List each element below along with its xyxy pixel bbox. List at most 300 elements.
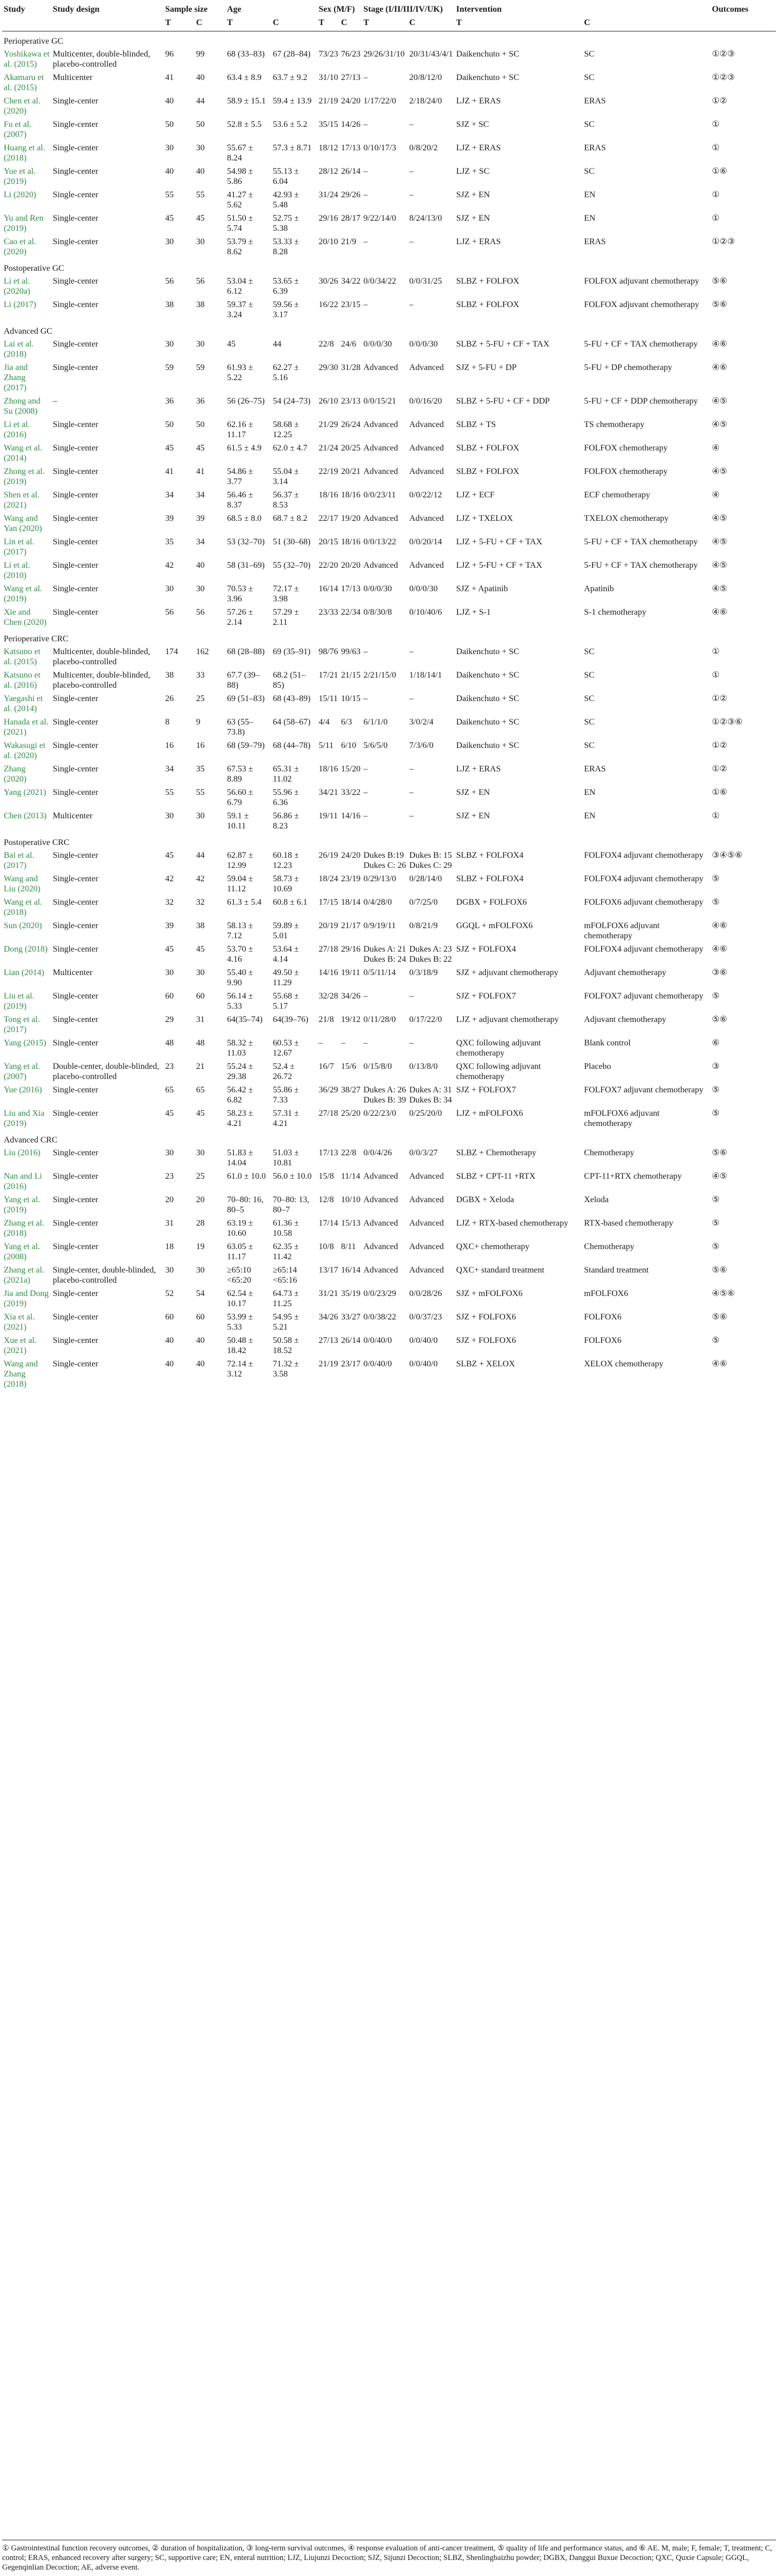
study-cell[interactable]: Yue (2016) — [4, 1085, 42, 1094]
stage-t-cell: Advanced — [363, 561, 398, 570]
age-t-cell: 59.1 ± 10.11 — [227, 811, 249, 831]
outcomes-cell: ① — [712, 811, 720, 820]
sex-c-cell: 26/14 — [341, 1336, 361, 1345]
design-cell: Single-center — [53, 363, 99, 372]
intervention-c-cell: 5-FU + CF + TAX chemotherapy — [584, 561, 698, 570]
age-t-cell: 70–80: 16, 80–5 — [227, 1195, 264, 1214]
design-cell: Multicenter — [53, 73, 93, 82]
design-cell: Single-center — [53, 788, 99, 797]
age-t-cell: 67.7 (39–88) — [227, 671, 260, 690]
stage-c-cell: 0/0/22/12 — [409, 490, 442, 500]
sex-c-cell: 20/21 — [341, 467, 361, 476]
study-cell[interactable]: Wang and Liu (2020) — [4, 874, 40, 893]
design-cell: Single-center — [53, 694, 99, 703]
outcomes-cell: ④⑤ — [712, 1172, 727, 1181]
study-cell[interactable]: Yaegashi et al. (2014) — [4, 694, 43, 713]
stage-t-cell: 0/22/23/0 — [363, 1109, 396, 1118]
stage-t-cell: – — [363, 167, 368, 176]
study-cell[interactable]: Chen et al. (2020) — [4, 96, 40, 116]
sex-t-cell: 29/16 — [319, 214, 338, 223]
intervention-t-cell: QXC+ chemotherapy — [456, 1242, 530, 1251]
age-t-cell: 54.86 ± 3.77 — [227, 467, 253, 486]
design-cell: Single-center — [53, 1242, 99, 1251]
study-cell[interactable]: Yang (2021) — [4, 788, 46, 797]
table-row — [2, 989, 776, 1013]
sample-c-cell: 45 — [196, 945, 205, 954]
age-c-cell: 55.86 ± 7.33 — [273, 1085, 299, 1105]
stage-t-cell: 0/0/4/26 — [363, 1148, 392, 1157]
study-cell[interactable]: Wakasugi et al. (2020) — [4, 741, 46, 760]
sample-t-cell: 42 — [165, 874, 174, 883]
sample-t-cell: 60 — [165, 992, 174, 1001]
stage-c-cell: 20/31/43/4/1 — [409, 50, 453, 59]
age-c-cell: 42.93 ± 5.48 — [273, 190, 299, 210]
stage-c-cell: 3/0/2/4 — [409, 718, 434, 727]
section-title: Postoperative GC — [4, 264, 64, 273]
intervention-c-cell: FOLFOX6 — [584, 1336, 622, 1345]
age-t-cell: 58.32 ± 11.03 — [227, 1039, 253, 1058]
sex-c-cell: 29/26 — [341, 190, 361, 199]
study-cell[interactable]: Cao et al. (2020) — [4, 237, 36, 256]
stage-c-cell: Dukes A: 31 Dukes B: 34 — [409, 1085, 452, 1105]
outcomes-cell: ①② — [712, 764, 727, 774]
stage-c-cell: 0/28/14/0 — [409, 874, 442, 883]
intervention-t-cell: LJZ + ERAS — [456, 237, 501, 246]
sample-t-cell: 56 — [165, 277, 174, 286]
intervention-t-cell: LJZ + ERAS — [456, 764, 501, 774]
design-cell: Multicenter, double-blinded, placebo-controlled — [53, 50, 150, 69]
sex-t-cell: 17/15 — [319, 898, 338, 907]
study-cell[interactable]: Akamaru et al. (2015) — [4, 73, 44, 92]
age-t-cell: 56 (26–75) — [227, 397, 265, 406]
stage-t-cell: Advanced — [363, 1219, 398, 1228]
stage-c-cell: Advanced — [409, 1266, 444, 1275]
study-cell[interactable]: Lian (2014) — [4, 968, 44, 977]
sample-c-cell: 40 — [196, 561, 205, 570]
age-c-cell: 55.13 ± 6.04 — [273, 167, 299, 186]
table-footnote: ① Gastrointestinal function recovery outcomes, ② duration of hospitalization, ③ long-term survival outcomes, ④ response evaluation of anti-cancer treatment, ⑤ quality of life and performance status, and ⑥ AE. M, male; F, female; T, treatment; C, control; ERAS, enhanced recovery after surgery; SC, supportive care; EN, enteral nutrition; LJZ, Liujunzi Decoction; SJZ, Sijunzi Decoction; SLBZ, Shenlingbaizhu powder; DGBX, Danggui Buxue Decoction; QXC, Quxie Capsule; GGQL, Gegenqinlian Decoction; AE, adverse event. — [2, 2540, 776, 2572]
age-t-cell: 72.14 ± 3.12 — [227, 1359, 253, 1379]
sample-t-cell: 40 — [165, 167, 174, 176]
section-title: Advanced GC — [4, 327, 53, 336]
study-cell[interactable]: Liu and Xia (2019) — [4, 1109, 45, 1128]
intervention-t-cell: SJZ + EN — [456, 811, 490, 820]
sex-t-cell: 30/26 — [319, 277, 338, 286]
stage-t-cell: – — [363, 764, 368, 774]
age-c-cell: 55.96 ± 6.36 — [273, 788, 299, 807]
sample-c-cell: 56 — [196, 608, 205, 617]
study-cell[interactable]: Zhong and Su (2008) — [4, 397, 40, 416]
sex-c-cell: 15/6 — [341, 1062, 356, 1071]
sex-t-cell: 17/21 — [319, 671, 338, 680]
sample-c-cell: 16 — [196, 741, 205, 750]
sex-t-cell: 26/10 — [319, 397, 338, 406]
stage-c-cell: Advanced — [409, 363, 444, 372]
intervention-c-cell: mFOLFOX6 adjuvant chemotherapy — [584, 1109, 660, 1128]
age-c-cell: 51.03 ± 10.81 — [273, 1148, 299, 1168]
intervention-t-cell: LJZ + SC — [456, 167, 490, 176]
outcomes-cell: ④⑤ — [712, 467, 727, 476]
intervention-t-cell: LJZ + 5-FU + CF + TAX — [456, 537, 542, 546]
design-cell: Single-center — [53, 921, 99, 930]
table-row — [2, 1357, 776, 1391]
study-cell[interactable]: Li (2020) — [4, 190, 36, 199]
stage-t-cell: Advanced — [363, 1172, 398, 1181]
stage-c-cell: – — [409, 788, 414, 797]
study-cell[interactable]: Xue et al. (2021) — [4, 1336, 37, 1355]
sex-c-cell: 23/13 — [341, 397, 361, 406]
age-t-cell: 53.99 ± 5.33 — [227, 1313, 253, 1332]
age-t-cell: 61.5 ± 4.9 — [227, 444, 262, 453]
age-t-cell: 51.50 ± 5.74 — [227, 214, 253, 233]
study-cell[interactable]: Jia and Dong (2019) — [4, 1289, 49, 1308]
sex-t-cell: 18/24 — [319, 874, 338, 883]
age-t-cell: 68 (59–79) — [227, 741, 265, 750]
sex-t-cell: 32/28 — [319, 992, 338, 1001]
intervention-c-cell: ECF chemotherapy — [584, 490, 650, 500]
intervention-t-cell: SJZ + SC — [456, 120, 489, 129]
stage-t-cell: 0/0/13/22 — [363, 537, 396, 546]
stage-t-cell: 0/0/38/22 — [363, 1313, 396, 1322]
sex-t-cell: 26/19 — [319, 851, 338, 860]
sample-t-cell: 32 — [165, 898, 174, 907]
age-c-cell: 68 (43–89) — [273, 694, 311, 703]
sample-t-cell: 45 — [165, 214, 174, 223]
study-cell[interactable]: Yang (2015) — [4, 1039, 46, 1048]
intervention-c-cell: FOLFOX4 adjuvant chemotherapy — [584, 851, 703, 860]
sample-t-cell: 23 — [165, 1172, 174, 1181]
age-t-cell: 53.04 ± 6.12 — [227, 277, 253, 296]
intervention-c-cell: SC — [584, 671, 595, 680]
study-cell[interactable]: Yang et al. (2007) — [4, 1062, 40, 1081]
age-t-cell: 58.13 ± 7.12 — [227, 921, 253, 940]
study-cell[interactable]: Xia et al. (2021) — [4, 1313, 35, 1332]
age-c-cell: 51 (30–68) — [273, 537, 311, 546]
table-row — [2, 606, 776, 629]
study-cell[interactable]: Xie and Chen (2020) — [4, 608, 47, 627]
intervention-t-cell: SJZ + EN — [456, 190, 490, 199]
age-t-cell: ≥65:10 <65:20 — [227, 1266, 252, 1285]
table-row — [2, 559, 776, 582]
outcomes-cell: ④⑥ — [712, 1359, 727, 1368]
age-t-cell: 57.26 ± 2.14 — [227, 608, 253, 627]
intervention-c-cell: SC — [584, 167, 595, 176]
sample-c-cell: 45 — [196, 1109, 205, 1118]
age-c-cell: 59.56 ± 3.17 — [273, 300, 299, 319]
study-cell[interactable]: Zhang et al. (2018) — [4, 1219, 44, 1238]
age-t-cell: 63.4 ± 8.9 — [227, 73, 262, 82]
outcomes-cell: ① — [712, 120, 720, 129]
study-cell[interactable]: Huang et al. (2018) — [4, 143, 45, 163]
study-cell[interactable]: Yoshikawa et al. (2015) — [4, 50, 50, 69]
study-cell[interactable]: Li et al. (2016) — [4, 420, 30, 439]
table-row — [2, 1060, 776, 1083]
outcomes-cell: ④⑤ — [712, 561, 727, 570]
study-cell[interactable]: Nan and Li (2016) — [4, 1172, 42, 1191]
sample-c-cell: 38 — [196, 300, 205, 309]
design-cell: Single-center — [53, 514, 99, 523]
table-row — [2, 512, 776, 535]
sex-c-cell: 10/10 — [341, 1195, 361, 1204]
table-row — [2, 1334, 776, 1357]
sex-c-cell: – — [341, 1039, 346, 1048]
age-t-cell: 51.83 ± 14.04 — [227, 1148, 253, 1168]
stage-c-cell: – — [409, 120, 414, 129]
study-cell[interactable]: Zhong et al. (2019) — [4, 467, 45, 486]
sex-t-cell: 10/8 — [319, 1242, 334, 1251]
sample-c-cell: 42 — [196, 874, 205, 883]
design-cell: Multicenter, double-blinded, placebo-controlled — [53, 671, 150, 690]
design-cell: Single-center — [53, 277, 99, 286]
outcomes-cell: ④⑥ — [712, 608, 727, 617]
age-t-cell: 53 (32–70) — [227, 537, 265, 546]
sex-t-cell: 27/13 — [319, 1336, 338, 1345]
sample-c-cell: 30 — [196, 340, 205, 349]
intervention-t-cell: Daikenchuto + SC — [456, 694, 520, 703]
age-c-cell: 59.4 ± 13.9 — [273, 96, 312, 106]
sex-t-cell: 21/19 — [319, 1359, 338, 1368]
sample-t-cell: 29 — [165, 1015, 174, 1024]
col-sample-c: C — [194, 16, 225, 31]
stage-t-cell: 0/0/34/22 — [363, 277, 396, 286]
design-cell: Single-center — [53, 96, 99, 106]
outcomes-cell: ① — [712, 647, 720, 656]
design-cell: Single-center — [53, 237, 99, 246]
sex-t-cell: 18/16 — [319, 764, 338, 774]
age-c-cell: 59.89 ± 5.01 — [273, 921, 299, 940]
age-t-cell: 56.42 ± 6.82 — [227, 1085, 253, 1105]
sex-t-cell: 20/19 — [319, 921, 338, 930]
intervention-t-cell: SLBZ + CPT-11 +RTX — [456, 1172, 536, 1181]
intervention-t-cell: SJZ + FOLFOX4 — [456, 945, 516, 954]
intervention-t-cell: QXC+ standard treatment — [456, 1266, 545, 1275]
table-row — [2, 715, 776, 739]
study-cell[interactable]: Liu (2016) — [4, 1148, 40, 1157]
sex-c-cell: 14/26 — [341, 120, 361, 129]
age-c-cell: 60.53 ± 12.67 — [273, 1039, 299, 1058]
study-cell[interactable]: Wang et al. (2014) — [4, 444, 43, 463]
intervention-t-cell: SJZ + EN — [456, 788, 490, 797]
sex-c-cell: 19/12 — [341, 1015, 361, 1024]
table-row — [2, 809, 776, 833]
sex-c-cell: 20/20 — [341, 561, 361, 570]
table-row — [2, 1310, 776, 1334]
table-row — [2, 762, 776, 786]
study-cell[interactable]: Li et al. (2020a) — [4, 277, 30, 296]
study-cell[interactable]: Wang et al. (2018) — [4, 898, 43, 917]
outcomes-cell: ④⑥ — [712, 363, 727, 372]
study-cell[interactable]: Lai et al. (2018) — [4, 340, 34, 359]
intervention-t-cell: SJZ + adjuvant chemotherapy — [456, 968, 558, 977]
sample-t-cell: 55 — [165, 190, 174, 199]
study-cell[interactable]: Fu et al. (2007) — [4, 120, 31, 139]
study-cell[interactable]: Sun (2020) — [4, 921, 42, 930]
age-c-cell: 58.73 ± 10.69 — [273, 874, 299, 893]
study-cell[interactable]: Yu and Ren (2019) — [4, 214, 44, 233]
age-c-cell: 68 (44–78) — [273, 741, 311, 750]
study-cell[interactable]: Zhang (2020) — [4, 764, 27, 784]
stage-t-cell: Advanced — [363, 467, 398, 476]
study-cell[interactable]: Chen (2013) — [4, 811, 47, 820]
col-sex: Sex (M/F) — [319, 5, 355, 14]
study-cell[interactable]: Zhang et al. (2021a) — [4, 1266, 44, 1285]
table-row — [2, 645, 776, 669]
sample-t-cell: 30 — [165, 237, 174, 246]
study-cell[interactable]: Wang and Zhang (2018) — [4, 1359, 38, 1389]
stage-t-cell: – — [363, 694, 368, 703]
sample-c-cell: 56 — [196, 277, 205, 286]
study-cell[interactable]: Wang et al. (2019) — [4, 584, 43, 603]
study-cell[interactable]: Li et al. (2010) — [4, 561, 30, 580]
age-c-cell: 49.50 ± 11.29 — [273, 968, 299, 987]
stage-c-cell: 0/0/37/23 — [409, 1313, 442, 1322]
study-cell[interactable]: Lin et al. (2017) — [4, 537, 35, 557]
age-c-cell: 50.58 ± 18.52 — [273, 1336, 299, 1355]
intervention-t-cell: LJZ + ECF — [456, 490, 495, 500]
intervention-t-cell: SJZ + EN — [456, 214, 490, 223]
sample-t-cell: 65 — [165, 1085, 174, 1094]
intervention-c-cell: FOLFOX chemotherapy — [584, 444, 668, 453]
study-cell[interactable]: Liu et al. (2019) — [4, 992, 35, 1011]
col-sample-t: T — [164, 16, 194, 31]
age-c-cell: 60.8 ± 6.1 — [273, 898, 307, 907]
stage-c-cell: 0/0/0/30 — [409, 340, 438, 349]
sex-t-cell: 18/12 — [319, 143, 338, 152]
sample-c-cell: 44 — [196, 851, 205, 860]
design-cell: Single-center — [53, 1109, 99, 1118]
study-cell[interactable]: Hanada et al. (2021) — [4, 718, 48, 737]
intervention-c-cell: EN — [584, 214, 596, 223]
sex-t-cell: 12/8 — [319, 1195, 334, 1204]
study-cell[interactable]: Yang et al. (2019) — [4, 1195, 40, 1214]
design-cell: Double-center, double-blinded, placebo-controlled — [53, 1062, 159, 1081]
stage-c-cell: – — [409, 647, 414, 656]
stage-c-cell: – — [409, 167, 414, 176]
age-t-cell: 62.87 ± 12.99 — [227, 851, 253, 870]
study-cell[interactable]: Dong (2018) — [4, 945, 48, 954]
outcomes-cell: ①② — [712, 694, 727, 703]
stage-c-cell: 8/24/13/0 — [409, 214, 442, 223]
design-cell: Single-center — [53, 1359, 99, 1368]
sample-c-cell: 31 — [196, 1015, 205, 1024]
sex-c-cell: 6/10 — [341, 741, 356, 750]
study-cell[interactable]: Li (2017) — [4, 300, 36, 309]
design-cell: Single-center — [53, 467, 99, 476]
intervention-t-cell: LJZ + mFOLFOX6 — [456, 1109, 523, 1118]
intervention-c-cell: FOLFOX chemotherapy — [584, 467, 668, 476]
col-age-c: C — [271, 16, 317, 31]
sex-c-cell: 18/16 — [341, 490, 361, 500]
col-intervention-c: C — [582, 16, 710, 31]
study-cell[interactable]: Yang et al. (2008) — [4, 1242, 40, 1261]
outcomes-cell: ④⑤ — [712, 397, 727, 406]
sample-t-cell: 38 — [165, 300, 174, 309]
study-cell[interactable]: Yue et al. (2019) — [4, 167, 36, 186]
age-t-cell: 61.93 ± 5.22 — [227, 363, 253, 382]
design-cell: Single-center — [53, 214, 99, 223]
stage-t-cell: 1/17/22/0 — [363, 96, 396, 106]
study-cell[interactable]: Tong et al. (2017) — [4, 1015, 40, 1034]
table-row — [2, 337, 776, 361]
design-cell: Single-center — [53, 1313, 99, 1322]
design-cell: Multicenter, double-blinded, placebo-controlled — [53, 647, 150, 666]
sex-t-cell: 20/10 — [319, 237, 338, 246]
outcomes-cell: ①⑥ — [712, 788, 727, 797]
sample-t-cell: 45 — [165, 945, 174, 954]
age-c-cell: 58.68 ± 12.25 — [273, 420, 299, 439]
sex-c-cell: 21/17 — [341, 921, 361, 930]
sex-c-cell: 10/15 — [341, 694, 361, 703]
col-study: Study — [4, 5, 26, 14]
table-row — [2, 582, 776, 606]
table-row — [2, 896, 776, 919]
age-t-cell: 68 (28–88) — [227, 647, 265, 656]
intervention-c-cell: S-1 chemotherapy — [584, 608, 646, 617]
age-t-cell: 63 (55–73.8) — [227, 718, 254, 737]
study-cell[interactable]: Shen et al. (2021) — [4, 490, 40, 510]
sample-t-cell: 36 — [165, 397, 174, 406]
study-cell[interactable]: Katsuno et al. (2015) — [4, 647, 40, 666]
study-cell[interactable]: Wang and Yan (2020) — [4, 514, 42, 533]
stage-t-cell: – — [363, 120, 368, 129]
age-t-cell: 69 (51–83) — [227, 694, 265, 703]
sex-t-cell: 29/30 — [319, 363, 338, 372]
study-cell[interactable]: Jia and Zhang (2017) — [4, 363, 28, 392]
design-cell: Single-center — [53, 300, 99, 309]
design-cell: Single-center — [53, 120, 99, 129]
age-t-cell: 64(35–74) — [227, 1015, 263, 1024]
age-c-cell: 53.6 ± 5.2 — [273, 120, 307, 129]
sex-c-cell: 23/15 — [341, 300, 361, 309]
col-outcomes: Outcomes — [712, 5, 749, 14]
outcomes-cell: ③④⑤⑥ — [712, 851, 743, 860]
table-row — [2, 118, 776, 141]
age-c-cell: 69 (35–91) — [273, 647, 311, 656]
sample-c-cell: 45 — [196, 214, 205, 223]
study-cell[interactable]: Bai et al. (2017) — [4, 851, 35, 870]
stage-c-cell: 0/3/18/9 — [409, 968, 438, 977]
table-row — [2, 1107, 776, 1130]
intervention-c-cell: FOLFOX4 adjuvant chemotherapy — [584, 874, 703, 883]
study-cell[interactable]: Katsuno et al. (2016) — [4, 671, 40, 690]
sample-t-cell: 42 — [165, 561, 174, 570]
section-heading-row — [2, 31, 776, 48]
outcomes-cell: ⑤ — [712, 1085, 720, 1094]
design-cell: Single-center — [53, 851, 99, 860]
stage-c-cell: 0/7/25/0 — [409, 898, 438, 907]
stage-c-cell: – — [409, 190, 414, 199]
intervention-c-cell: SC — [584, 741, 595, 750]
sample-c-cell: 99 — [196, 50, 205, 59]
design-cell: – — [53, 397, 57, 406]
sample-c-cell: 38 — [196, 921, 205, 930]
table-row — [2, 919, 776, 943]
col-stage-t: T — [362, 16, 408, 31]
age-t-cell: 59.37 ± 3.24 — [227, 300, 253, 319]
intervention-c-cell: XELOX chemotherapy — [584, 1359, 663, 1368]
stage-t-cell: 29/26/31/10 — [363, 50, 405, 59]
table-row — [2, 212, 776, 235]
age-t-cell: 50.48 ± 18.42 — [227, 1336, 253, 1355]
table-row — [2, 418, 776, 441]
section-title: Postoperative CRC — [4, 838, 70, 847]
sex-t-cell: 4/4 — [319, 718, 330, 727]
sex-c-cell: 38/27 — [341, 1085, 361, 1094]
sample-t-cell: 50 — [165, 420, 174, 429]
table-row — [2, 943, 776, 966]
outcomes-cell: ⑤⑥ — [712, 1313, 727, 1322]
intervention-c-cell: TS chemotherapy — [584, 420, 645, 429]
